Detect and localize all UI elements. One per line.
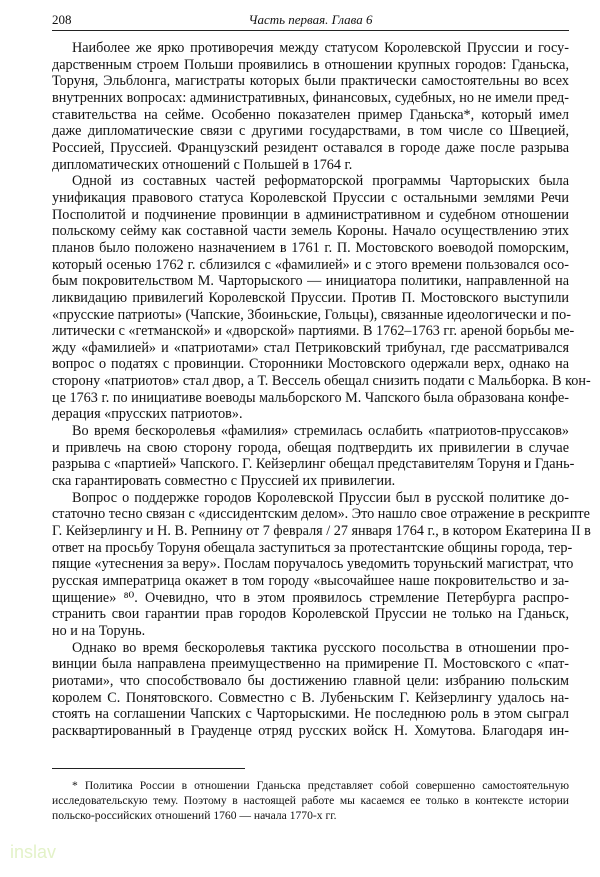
page-number: 208 (52, 12, 72, 27)
text-line: Одной из составных частей реформаторской программы Чарторыских была (72, 173, 569, 190)
footnote-line: исследовательскую тему. Поэтому в настоящей работе мы касаемся ее только в контексте истории (52, 794, 569, 807)
running-title: Часть первая. Глава 6 (248, 12, 373, 27)
text-line: внутренних вопросах: административных, финансовых, судебных, но не имели пред- (52, 89, 569, 106)
text-line: жду «фамилией» и «патриотами» стал Петриковский трибунал, где рассматривался (52, 339, 569, 356)
running-header (52, 12, 569, 31)
text-line: Во время бескоролевья «фамилия» стремилась ослабить «патриотов-пруссаков» (72, 423, 569, 440)
text-line: расквартированный в Грауденце отряд русских войск Н. Хомутова. Благодаря ин- (52, 722, 569, 739)
text-line: польскому сейму как составной части земель Короны. Начало осуществлению этих (52, 223, 569, 240)
text-line: странить свои гарантии прав городов Королевской Пруссии не только на Гданьск, (52, 606, 569, 623)
text-line: который осенью 1762 г. сблизился с «фамилией» и с этого времени пользовался осо- (52, 256, 569, 273)
text-line: Россией, Пруссией. Французский резидент оставался в городе даже после разрыва (52, 139, 569, 156)
text-line: риотами», что способствовало бы достижению главной цели: избранию польским (52, 672, 569, 689)
text-line: даже дипломатические связи с другими государствами, в том числе со Швецией, (52, 123, 569, 140)
text-line: статочно тесно связан с «диссидентским делом». Это нашло свое отражение в рескрипте (52, 506, 590, 523)
watermark: inslav (10, 842, 57, 862)
paragraph (52, 173, 591, 423)
paragraph (52, 489, 591, 640)
text-line: Вопрос о поддержке городов Королевской Пруссии был в русской политике до- (72, 489, 569, 506)
text-line: Г. Кейзерлингу и Н. В. Репнину от 7 февраля / 27 января 1764 г., в котором Екатерина II в (52, 523, 591, 540)
text-line: дарственным строем Польши проявились в отношении крупных городов: Гданьска, (52, 56, 569, 73)
footnote-line: польско-российских отношений 1760 — начала 1770-х гг. (52, 809, 337, 822)
paragraph (52, 40, 569, 173)
text-line: бым покровительством М. Чарторыского — инициатора политики, направленной на (52, 273, 569, 290)
text-line: винции была направлена преимущественно на примирение П. Мостовского с «пат- (52, 656, 569, 673)
text-line: русская императрица окажет в том городу «высочайшее наше покровительство и за- (52, 573, 569, 589)
text-line: королем С. Понятовского. Совместно с В. Лубеньским Г. Кейзерлингу удалось на- (52, 689, 569, 706)
text-line: ликвидацию привилегий Королевской Пруссии. Против П. Мостовского выступили (52, 289, 569, 306)
text-line: ска гарантировать совместно с Пруссией их привилегии. (52, 473, 396, 490)
text-line: пящие «утеснения за веру». Послам поручалось уведомить торуньский магистрат, что (52, 556, 574, 573)
text-line: разрыва с «партией» Чапского. Г. Кейзерлинг обещал представителям Торуня и Гдань- (52, 456, 575, 473)
text-line: литически с «гетманской» и «дворской» партиями. В 1762–1763 гг. ареной борьбы ме- (52, 323, 575, 340)
text-line: це 1763 г. по инициативе воеводы мальборского М. Чапского была образована конфе- (52, 389, 569, 406)
text-line: дерация «прусских патриотов». (52, 406, 243, 423)
text-line: Торуня, Эльблонга, магистраты которых были практически самостоятельны во всех (52, 73, 569, 90)
footnote-line: * Политика России в отношении Гданьска представляет собой совершенно самостоятельную (72, 779, 569, 792)
text-line: стоять на соглашении Чапских с Чарторыскими. Не последнюю роль в этом сыграл (52, 706, 569, 723)
text-line: Однако во время бескоролевья тактика русского посольства в отношении про- (72, 639, 569, 656)
text-line: ответ на просьбу Торуня обещала заступиться за протестантские общины города, тер- (52, 539, 573, 556)
text-line: «прусские патриоты» (Чапские, Збоиньские, Гольцы), связанные идеологически и по- (52, 306, 571, 323)
paragraph (52, 423, 575, 490)
text-line: унификация правового статуса Королевской Пруссии с остальными землями Речи (52, 189, 569, 206)
text-line: но и на Торунь. (52, 622, 146, 639)
text-line: щищение» ⁸⁰. Очевидно, что в этом проявилось стремление Петербурга распро- (52, 589, 569, 606)
text-line: планов было положено назначением в 1761 г. П. Мостовского воеводой поморским, (52, 239, 569, 256)
footnote-separator (52, 768, 245, 769)
text-line: сторону «патриотов» стал двор, а Т. Вессель обещал снизить подати с Мальборка. В кон- (52, 373, 591, 390)
text-line: вопрос о податях с провинции. Сторонники Мостовского одержали верх, однако на (52, 356, 569, 373)
text-line: Наиболее же ярко противоречия между статусом Королевской Пруссии и госу- (72, 40, 569, 56)
paragraph (52, 640, 569, 740)
text-line: ставительства на сейме. Особенно показателен пример Гданьска*, который имел (52, 106, 569, 123)
body-text (52, 40, 591, 740)
footnote (52, 778, 569, 823)
text-line: и привлечь на свою сторону города, обещая подтвердить их привилегии в случае (52, 439, 569, 456)
text-line: дипломатических отношений с Польшей в 1764 г. (52, 156, 353, 173)
text-line: Посполитой и подчинение провинции в административном и судебном отношении (52, 206, 569, 223)
